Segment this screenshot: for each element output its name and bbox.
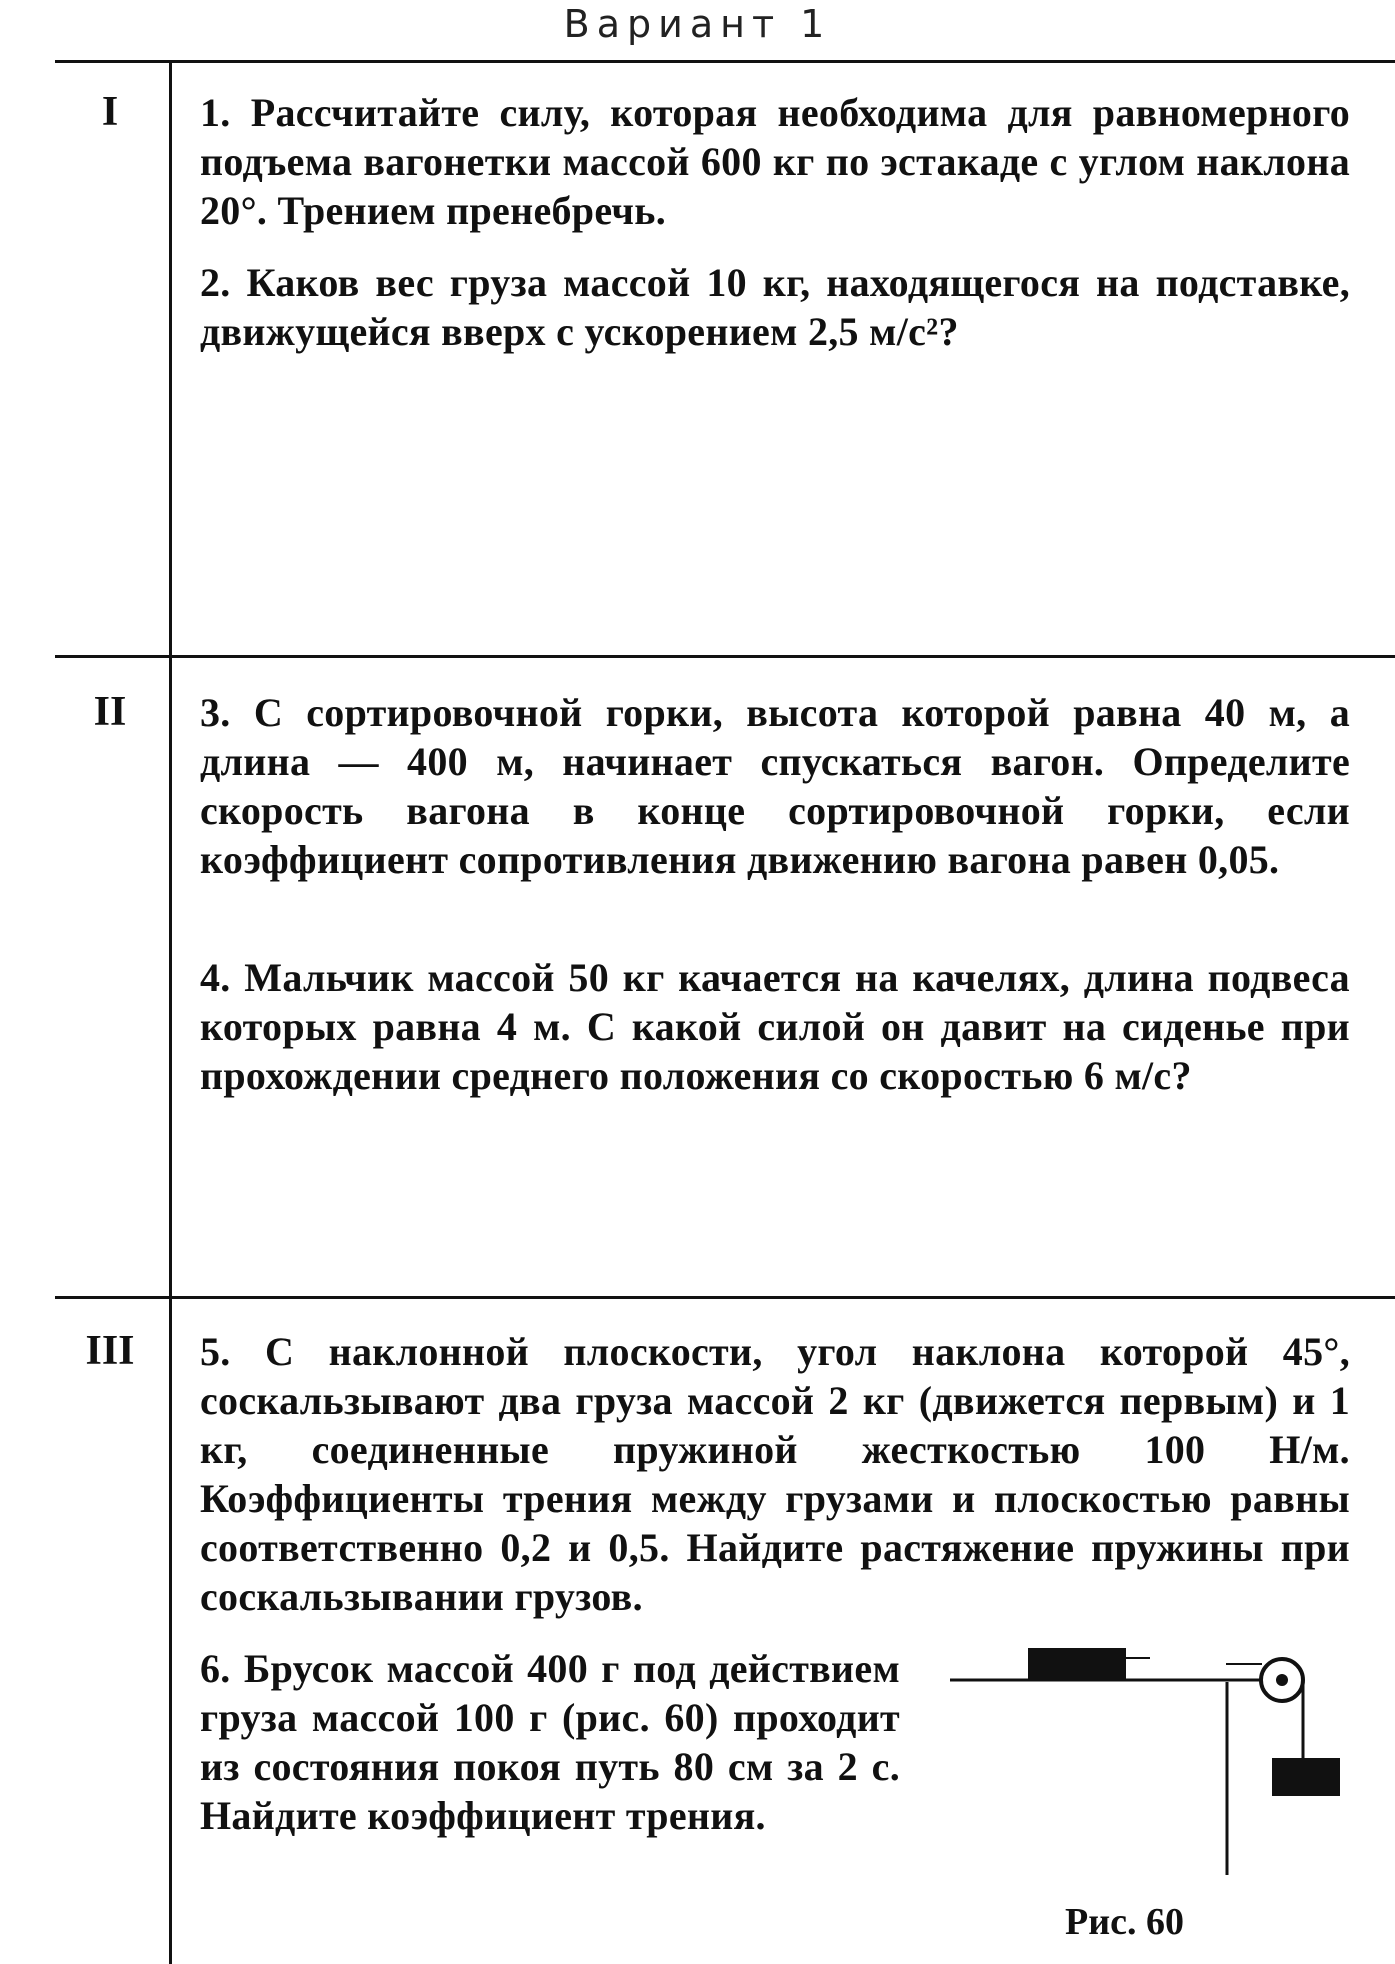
problem-4: 4. Мальчик массой 50 кг качается на качелях, длина подвеса которых равна 4 м. С какой силой он давит на сиденье при прохождении среднего положения со скоростью 6 м/с? — [200, 955, 1350, 1098]
block-pulley-diagram-icon — [940, 1640, 1360, 1895]
problem-2: 2. Каков вес груза массой 10 кг, находящегося на подставке, движущейся вверх с ускорением 2,5 м/с²? — [200, 260, 1350, 354]
divider-top — [55, 60, 1395, 63]
problem-3: 3. С сортировочной горки, высота которой равна 40 м, а длина — 400 м, начинает спускаться вагон. Определите скорость вагона в конце сортировочной горки, если коэффициент сопротивления движению вагона равен 0,05. — [200, 690, 1350, 882]
problem-1: 1. Рассчитайте силу, которая необходима для равномерного подъема вагонетки массой 600 кг по эстакаде с углом наклона 20°. Трением пренебречь. — [200, 90, 1350, 233]
divider-vertical — [169, 60, 172, 1964]
problem-5: 5. С наклонной плоскости, угол наклона которой 45°, соскальзывают два груза массой 2 кг (движется первым) и 1 кг, соединенные пружиной жесткостью 100 Н/м. Коэффициенты трения между грузами и плоскостью равны соответственно 0,2 и 0,5. Найдите растяжение пружины при соскальзывании грузов. — [200, 1329, 1350, 1619]
divider-section-2 — [55, 655, 1395, 658]
problem-6: 6. Брусок массой 400 г под действием груза массой 100 г (рис. 60) проходит из состояния покоя путь 80 см за 2 с. Найдите коэффициент трения. — [200, 1646, 900, 1838]
level-label-2: II — [93, 689, 127, 735]
figure-caption: Рис. 60 — [1065, 1901, 1184, 1943]
page-title: Вариант 1 — [563, 2, 832, 46]
divider-section-3 — [55, 1296, 1395, 1299]
level-label-1: I — [101, 89, 119, 135]
level-label-3: III — [85, 1328, 135, 1374]
